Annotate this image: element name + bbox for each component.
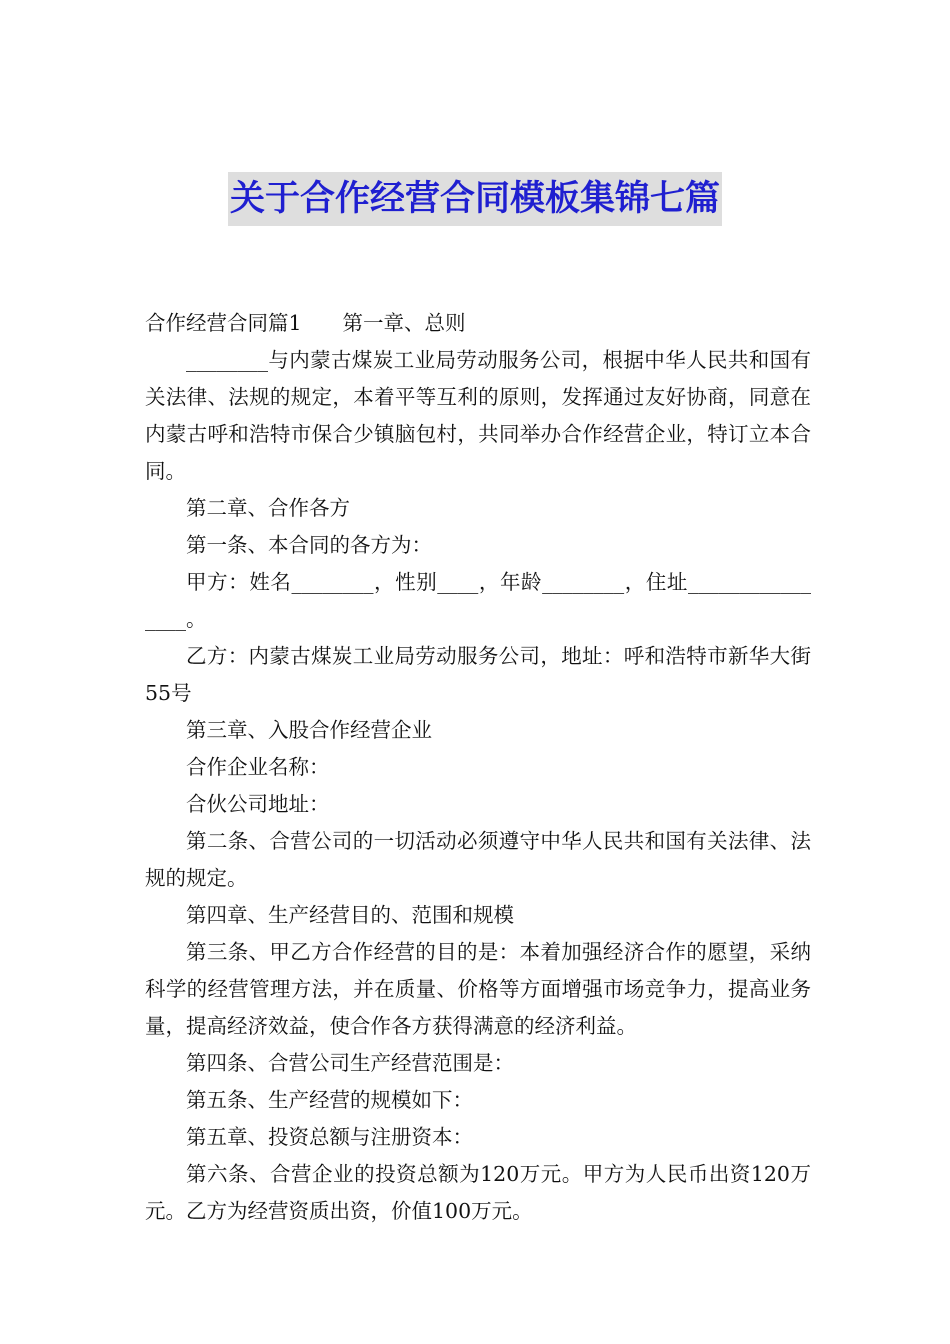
party-a-paragraph: 甲方：姓名________，性别____，年龄________，住址________________。 — [145, 570, 811, 631]
section-heading: 合作经营合同篇1 第一章、总则 — [145, 311, 466, 335]
article-paragraph: 第五条、生产经营的规模如下： — [186, 1088, 473, 1112]
document-body — [145, 305, 811, 1230]
body-paragraph: ________与内蒙古煤炭工业局劳动服务公司，根据中华人民共和国有关法律、法规的规定，本着平等互利的原则，发挥通过友好协商，同意在内蒙古呼和浩特市保合少镇脑包村，共同举办合作经营企业，特订立本合同。 — [145, 348, 811, 483]
chapter-heading: 第五章、投资总额与注册资本： — [186, 1125, 473, 1149]
chapter-heading: 第三章、入股合作经营企业 — [186, 718, 432, 742]
field-paragraph: 合伙公司地址： — [186, 792, 330, 816]
document-title: 关于合作经营合同模板集锦七篇 — [228, 172, 722, 226]
party-b-paragraph: 乙方：内蒙古煤炭工业局劳动服务公司，地址：呼和浩特市新华大街55号 — [145, 644, 811, 705]
article-paragraph: 第六条、合营企业的投资总额为120万元。甲方为人民币出资120万元。乙方为经营资质出资，价值100万元。 — [145, 1162, 811, 1223]
title-wrapper — [0, 172, 950, 226]
chapter-heading: 第二章、合作各方 — [186, 496, 350, 520]
chapter-heading: 第四章、生产经营目的、范围和规模 — [186, 903, 514, 927]
field-paragraph: 合作企业名称： — [186, 755, 330, 779]
article-paragraph: 第三条、甲乙方合作经营的目的是：本着加强经济合作的愿望，采纳科学的经营管理方法，并在质量、价格等方面增强市场竞争力，提高业务量，提高经济效益，使合作各方获得满意的经济利益。 — [145, 940, 811, 1038]
article-paragraph: 第二条、合营公司的一切活动必须遵守中华人民共和国有关法律、法规的规定。 — [145, 829, 811, 890]
article-paragraph: 第四条、合营公司生产经营范围是： — [186, 1051, 514, 1075]
article-paragraph: 第一条、本合同的各方为： — [186, 533, 432, 557]
